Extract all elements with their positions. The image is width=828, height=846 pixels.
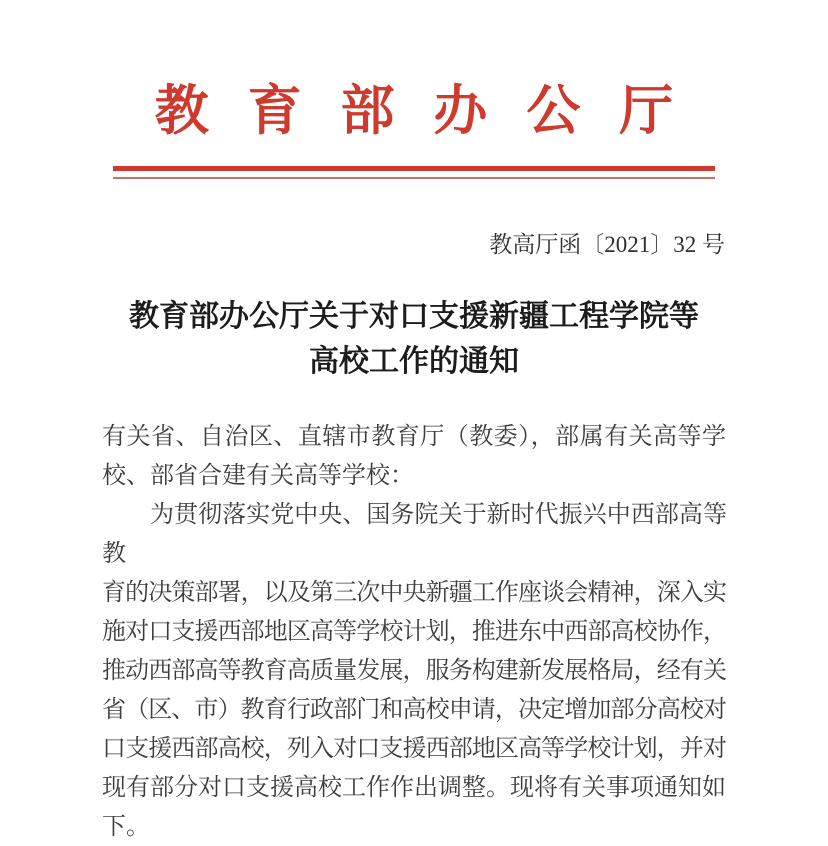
letterhead-rule-thick xyxy=(113,166,715,171)
body-text-line: 育的决策部署，以及第三次中央新疆工作座谈会精神，深入实 xyxy=(102,579,726,606)
body-text-line: 施对口支援西部地区高等学校计划，推进东中西部高校协作， xyxy=(102,618,726,645)
letterhead xyxy=(0,81,828,179)
document-title-line-1: 教育部办公厅关于对口支援新疆工程学院等 xyxy=(129,300,699,333)
document-title xyxy=(64,294,764,384)
body-text-line: 有关省、自治区、直辖市教育厅（教委），部属有关高等学 xyxy=(102,423,726,450)
body-text-line: 下。 xyxy=(102,813,150,840)
document-title-line-2: 高校工作的通知 xyxy=(309,345,519,378)
agency-name: 教育部办公厅 xyxy=(154,81,713,141)
document-number: 教高厅函〔2021〕32 号 xyxy=(489,232,725,257)
body-text-line: 校、部省合建有关高等学校： xyxy=(102,462,414,489)
body-text-line: 省（区、市）教育行政部门和高校申请，决定增加部分高校对 xyxy=(102,696,726,723)
document-body xyxy=(102,417,726,846)
body-text-line: 口支援西部高校，列入对口支援西部地区高等学校计划，并对 xyxy=(102,735,726,762)
body-text-line: 现有部分对口支援高校工作作出调整。现将有关事项通知如 xyxy=(102,774,726,801)
body-text-line: 推动西部高等教育高质量发展，服务构建新发展格局，经有关 xyxy=(102,657,726,684)
body-text-line: 为贯彻落实党中央、国务院关于新时代振兴中西部高等教 xyxy=(102,501,726,567)
letterhead-rule-thin xyxy=(113,177,715,179)
